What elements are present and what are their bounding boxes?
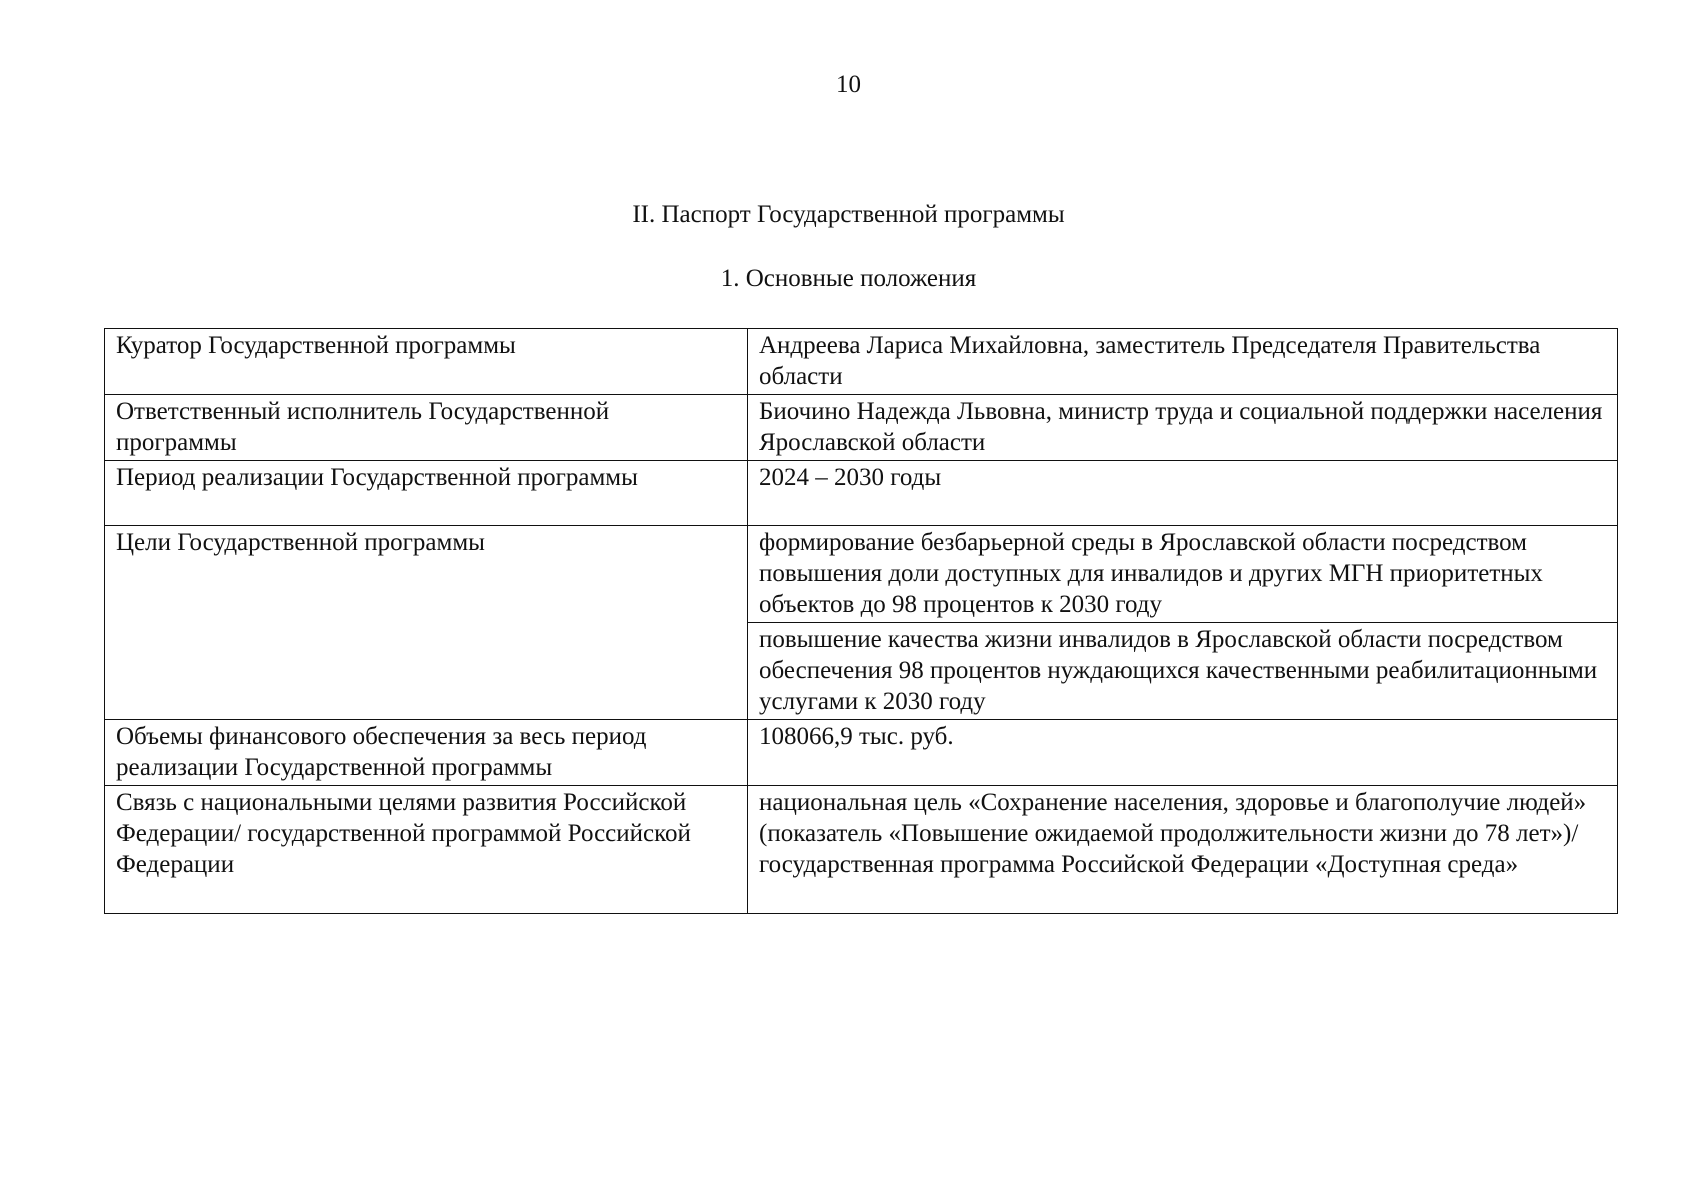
funding-value: 108066,9 тыс. руб. — [748, 720, 1618, 786]
subsection-title: 1. Основные положения — [720, 265, 977, 292]
table-row-period — [105, 461, 1618, 526]
table-row-national-goals — [105, 786, 1618, 914]
passport-table — [104, 328, 1618, 914]
executor-label: Ответственный исполнитель Государственной программы — [105, 395, 748, 461]
section-title: II. Паспорт Государственной программы — [632, 201, 1065, 228]
curator-label: Куратор Государственной программы — [105, 329, 748, 395]
table-row-funding — [105, 720, 1618, 786]
table-row-curator — [105, 329, 1618, 395]
goal-2-value: повышение качества жизни инвалидов в Ярославской области посредством обеспечения 98 процентов нуждающихся качественными реабилитационными услугами к 2030 году — [748, 623, 1618, 720]
page-number: 10 — [836, 71, 861, 98]
goals-label: Цели Государственной программы — [105, 526, 748, 720]
period-value: 2024 – 2030 годы — [748, 461, 1618, 526]
executor-value: Биочино Надежда Львовна, министр труда и социальной поддержки населения Ярославской области — [748, 395, 1618, 461]
period-label: Период реализации Государственной программы — [105, 461, 748, 526]
funding-label: Объемы финансового обеспечения за весь период реализации Государственной программы — [105, 720, 748, 786]
curator-value: Андреева Лариса Михайловна, заместитель Председателя Правительства области — [748, 329, 1618, 395]
table-row-goals — [105, 526, 1618, 623]
national-goals-value: национальная цель «Сохранение населения, здоровье и благополучие людей» (показатель «Повышение ожидаемой продолжительности жизни до 78 лет»)/ государственная программа Российской Федерации «Доступная среда» — [748, 786, 1618, 914]
table-row-executor — [105, 395, 1618, 461]
goal-1-value: формирование безбарьерной среды в Ярославской области посредством повышения доли доступных для инвалидов и других МГН приоритетных объектов до 98 процентов к 2030 году — [748, 526, 1618, 623]
national-goals-label: Связь с национальными целями развития Российской Федерации/ государственной программой Российской Федерации — [105, 786, 748, 914]
